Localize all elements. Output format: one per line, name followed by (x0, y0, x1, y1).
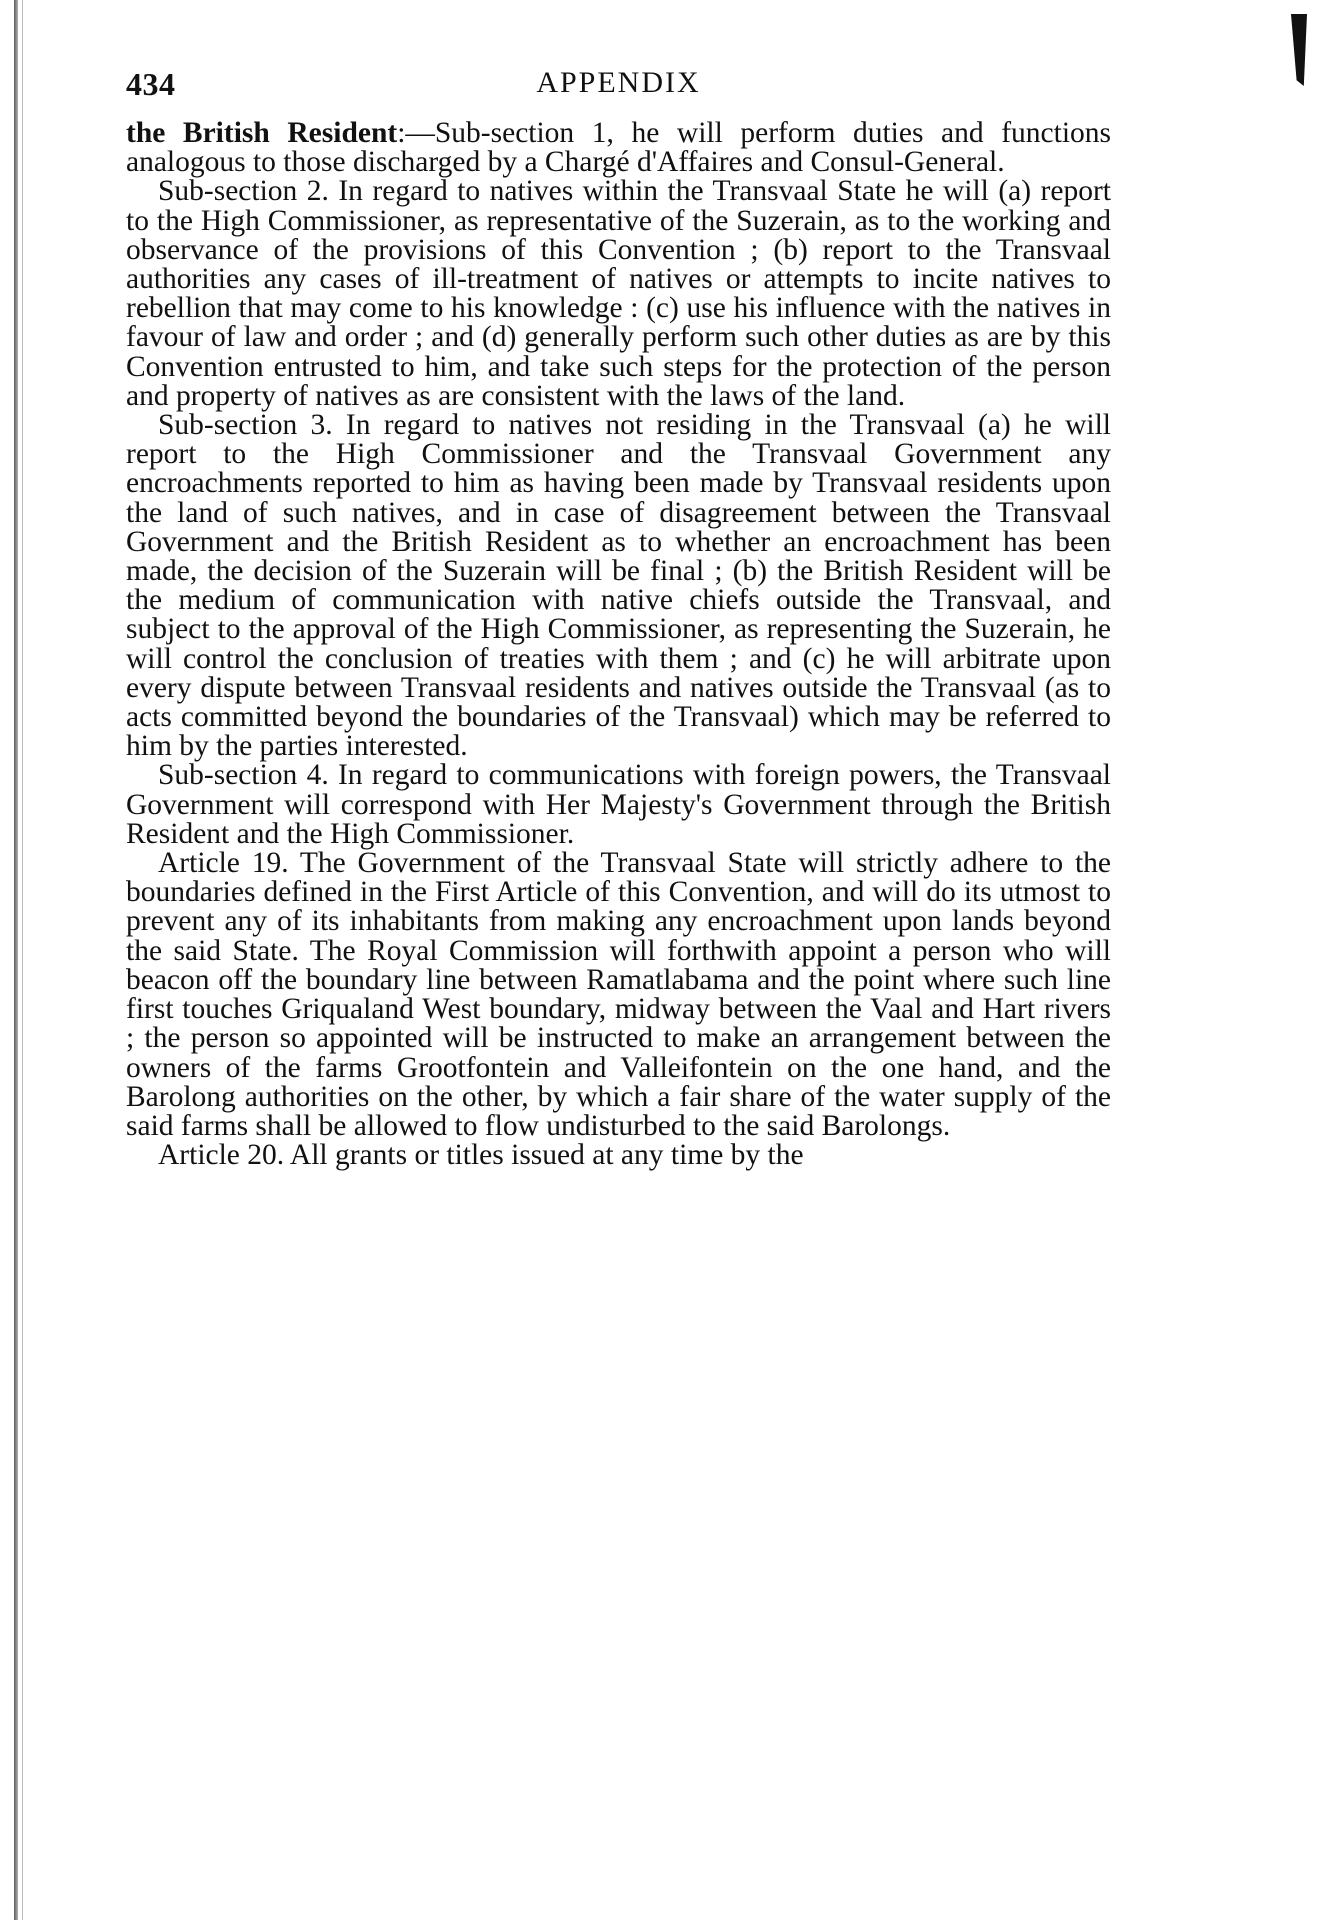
paragraph-article-20: Article 20. All grants or titles issued at any time by the (158, 1139, 804, 1172)
corner-ink-mark (1291, 14, 1307, 86)
scan-edge-line (22, 0, 23, 1920)
paragraph-sub-section-2: Sub-section 2. In regard to natives within the Transvaal State he will (a) report to the High Commissioner, as representative of the Suzerain, as to the working and observance of the provisions of this Convention ; (b) report to the Transvaal authorities any cases of ill-treatment of natives or attempts to incite natives to rebellion that may come to his knowledge : (c) use his influence with the natives in favour of law and order ; and (d) generally perform such other duties as are by this Convention entrusted to him, and take such steps for the protection of the person and property of natives as are consistent with the laws of the land. (126, 175, 1111, 412)
running-head: APPENDIX (536, 66, 701, 99)
paragraph-text: :—Sub-section 1, he will perform duties and functions analogous to those discharged by a Chargé d'Affaires and Consul-General. (126, 117, 1112, 179)
paragraph-article-19: Article 19. The Government of the Transvaal State will strictly adhere to the boundaries defined in the First Article of this Convention, and will do its utmost to prevent any of its inhabitants from making any encroachment upon lands beyond the said State. The Royal Commission will forthwith appoint a person who will beacon off the boundary line between Ramatlabama and the point where such line first touches Griqualand West boundary, midway between the Vaal and Hart rivers ; the person so appointed will be instructed to make an arrangement between the owners of the farms Grootfontein and Valleifontein on the one hand, and the Barolong authorities on the other, by which a fair share of the water supply of the said farms shall be allowed to flow undisturbed to the said Barolongs. (126, 847, 1111, 1142)
paragraph-sub-section-3: Sub-section 3. In regard to natives not residing in the Transvaal (a) he will report to the High Commissioner and the Transvaal Government any encroachments reported to him as having been made by Transvaal residents upon the land of such natives, and in case of disagreement between the Transvaal Government and the British Resident as to whether an encroachment has been made, the decision of the Suzerain will be final ; (b) the British Resident will be the medium of communication with native chiefs outside the Transvaal, and subject to the approval of the High Commissioner, as representing the Suzerain, he will control the conclusion of treaties with them ; and (c) he will arbitrate upon every dispute between Transvaal residents and natives outside the Transvaal (as to acts committed beyond the boundaries of the Transvaal) which may be referred to him by the parties interested. (126, 409, 1111, 763)
scan-edge-shadow (14, 0, 18, 1920)
paragraph-lead: the British Resident (126, 117, 398, 149)
paragraph-sub-section-4: Sub-section 4. In regard to communications with foreign powers, the Transvaal Government will correspond with Her Majesty's Government through the British Resident and the High Commissioner. (126, 759, 1111, 850)
page-body (126, 119, 1111, 1170)
page-header (126, 66, 1111, 114)
paragraph-british-resident (126, 119, 1111, 177)
page-number: 434 (126, 66, 176, 102)
